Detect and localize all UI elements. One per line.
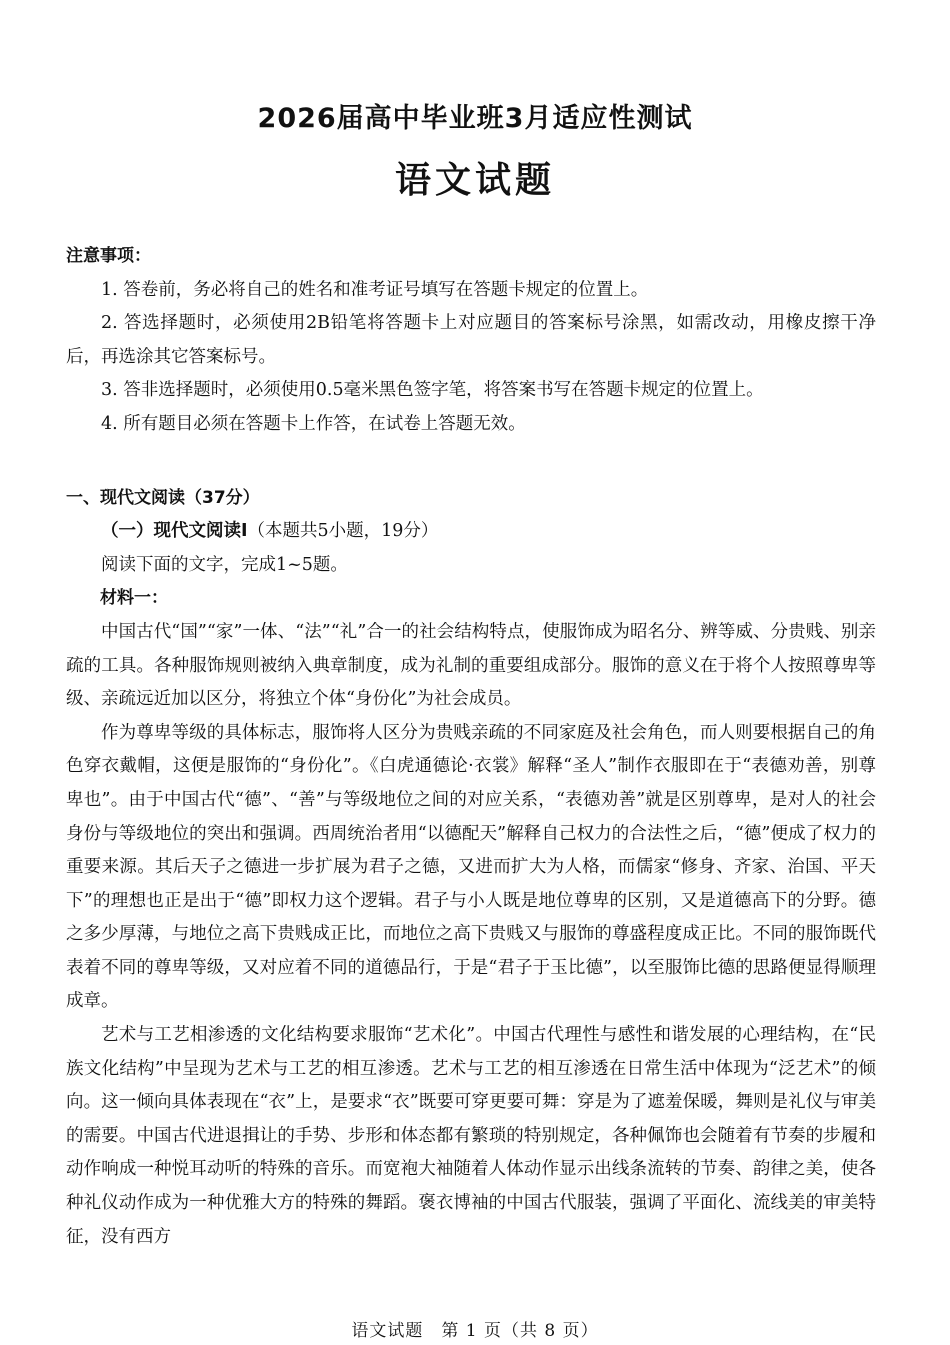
notice-item-3: 3. 答非选择题时，必须使用0.5毫米黑色签字笔，将答案书写在答题卡规定的位置上。	[101, 380, 764, 401]
subsection-title: （一）现代文阅读Ⅰ	[101, 521, 248, 542]
reading-instruction: 阅读下面的文字，完成1~5题。	[101, 554, 348, 575]
subject-title: 语文试题	[394, 160, 555, 201]
paragraph-1: 中国古代“国”“家”一体、“法”“礼”合一的社会结构特点，使服饰成为昭名分、辨等威、分贵贱、别亲疏的工具。各种服饰规则被纳入典章制度，成为礼制的重要组成部分。服饰的意义在于将个人按照尊卑等级、亲疏远近加以区分，将独立个体“身份化”为社会成员。	[66, 621, 876, 710]
paragraph-3: 艺术与工艺相渗透的文化结构要求服饰“艺术化”。中国古代理性与感性和谐发展的心理结构，在“民族文化结构”中呈现为艺术与工艺的相互渗透。艺术与工艺的相互渗透在日常生活中体现为“泛艺术”的倾向。这一倾向具体表现在“衣”上，是要求“衣”既要可穿更要可舞：穿是为了遮羞保暖，舞则是礼仪与审美的需要。中国古代进退揖让的手势、步形和体态都有繁琐的特别规定，各种佩饰也会随着有节奏的步履和动作响成一种悦耳动听的特殊的音乐。而宽袍大袖随着人体动作显示出线条流转的节奏、韵律之美，使各种礼仪动作成为一种优雅大方的特殊的舞蹈。褒衣博袖的中国古代服装，强调了平面化、流线美的审美特征，没有西方	[66, 1025, 876, 1247]
material-label: 材料一：	[100, 588, 168, 609]
notice-item-1: 1. 答卷前，务必将自己的姓名和准考证号填写在答题卡规定的位置上。	[101, 279, 649, 300]
subsection-note: （本题共5小题，19分）	[247, 521, 439, 542]
notice-item-2: 2. 答选择题时，必须使用2B铅笔将答题卡上对应题目的答案标号涂黑，如需改动，用橡皮擦干净后，再选涂其它答案标号。	[66, 313, 876, 367]
exam-title: 2026届高中毕业班3月适应性测试	[257, 103, 693, 134]
notice-item-4: 4. 所有题目必须在答题卡上作答，在试卷上答题无效。	[101, 413, 526, 434]
paragraph-2: 作为尊卑等级的具体标志，服饰将人区分为贵贱亲疏的不同家庭及社会角色，而人则要根据自己的角色穿衣戴帽，这便是服饰的“身份化”。《白虎通德论·衣裳》解释“圣人”制作衣服即在于“表德劝善，别尊卑也”。由于中国古代“德”、“善”与等级地位之间的对应关系，“表德劝善”就是区别尊卑，是对人的社会身份与等级地位的突出和强调。西周统治者用“以德配天”解释自己权力的合法性之后，“德”便成了权力的重要来源。其后天子之德进一步扩展为君子之德，又进而扩大为人格，而儒家“修身、齐家、治国、平天下”的理想也正是出于“德”即权力这个逻辑。君子与小人既是地位尊卑的区别，又是道德高下的分野。德之多少厚薄，与地位之高下贵贱成正比，而地位之高下贵贱又与服饰的尊盛程度成正比。不同的服饰既代表着不同的尊卑等级，又对应着不同的道德品行，于是“君子于玉比德”，以至服饰比德的思路便显得顺理成章。	[66, 722, 876, 1012]
subsection-heading	[66, 515, 876, 549]
exam-body	[66, 240, 876, 1254]
page-footer: 语文试题 第 1 页（共 8 页）	[351, 1321, 599, 1341]
notice-title: 注意事项：	[66, 246, 151, 266]
section-title: 一、现代文阅读（37分）	[66, 487, 260, 508]
